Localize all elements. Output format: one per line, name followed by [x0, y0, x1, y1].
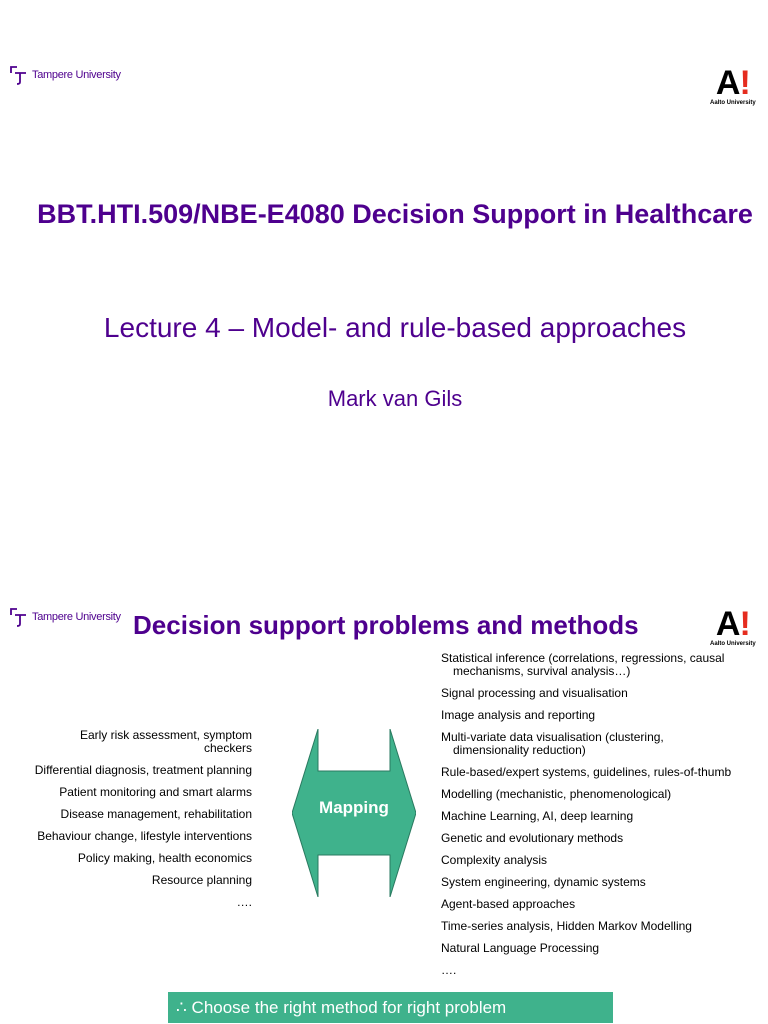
list-item: Patient monitoring and smart alarms — [59, 785, 252, 799]
aalto-logo-text: Aalto University — [710, 100, 756, 106]
mapping-label: Mapping — [319, 798, 389, 817]
tampere-logo-icon — [8, 64, 30, 86]
list-item: Disease management, rehabilitation — [60, 807, 252, 821]
list-item: Multi-variate data visualisation (clustering, dimensionality reduction) — [441, 730, 664, 757]
tampere-logo-icon — [8, 606, 30, 628]
content-slide — [0, 588, 768, 1024]
list-item: System engineering, dynamic systems — [441, 875, 646, 889]
list-item: Machine Learning, AI, deep learning — [441, 809, 634, 823]
aalto-university-logo — [710, 66, 756, 107]
aalto-university-logo — [710, 607, 756, 648]
list-item: Image analysis and reporting — [441, 708, 596, 722]
slide-title: Decision support problems and methods — [133, 610, 639, 640]
list-item: Rule-based/expert systems, guidelines, rules-of-thumb — [441, 765, 732, 779]
tampere-logo-text: Tampere University — [32, 69, 121, 81]
list-item: Behaviour change, lifestyle interventions — [37, 829, 252, 843]
problems-list — [32, 729, 252, 918]
aalto-logo-mark: A! — [715, 64, 750, 102]
list-item: Complexity analysis — [441, 853, 548, 867]
list-item: …. — [441, 963, 457, 977]
list-item: Natural Language Processing — [441, 941, 600, 955]
list-item: Early risk assessment, symptom checkers — [79, 728, 252, 755]
aalto-logo-text: Aalto University — [710, 641, 756, 647]
list-item: Genetic and evolutionary methods — [441, 831, 624, 845]
lecture-title: Lecture 4 – Model- and rule-based approaches — [103, 312, 687, 343]
list-item: Statistical inference (correlations, regressions, causal mechanisms, survival analysis…) — [441, 651, 725, 678]
list-item: Modelling (mechanistic, phenomenological) — [441, 787, 672, 801]
list-item: Signal processing and visualisation — [441, 686, 628, 700]
list-item: Agent-based approaches — [441, 897, 576, 911]
list-item: Time-series analysis, Hidden Markov Modelling — [441, 919, 692, 933]
conclusion-banner: ∴ Choose the right method for right problem — [168, 992, 613, 1023]
tampere-university-logo — [8, 64, 121, 86]
tampere-university-logo — [8, 606, 121, 628]
author-name: Mark van Gils — [327, 386, 463, 411]
list-item: …. — [236, 895, 252, 909]
course-title: BBT.HTI.509/NBE-E4080 Decision Support in Healthcare — [37, 199, 753, 229]
list-item: Policy making, health economics — [77, 851, 252, 865]
tampere-logo-text: Tampere University — [32, 611, 121, 623]
methods-list — [441, 652, 741, 986]
list-item: Resource planning — [151, 873, 252, 887]
aalto-logo-mark: A! — [715, 605, 750, 643]
list-item: Differential diagnosis, treatment planning — [34, 763, 252, 777]
